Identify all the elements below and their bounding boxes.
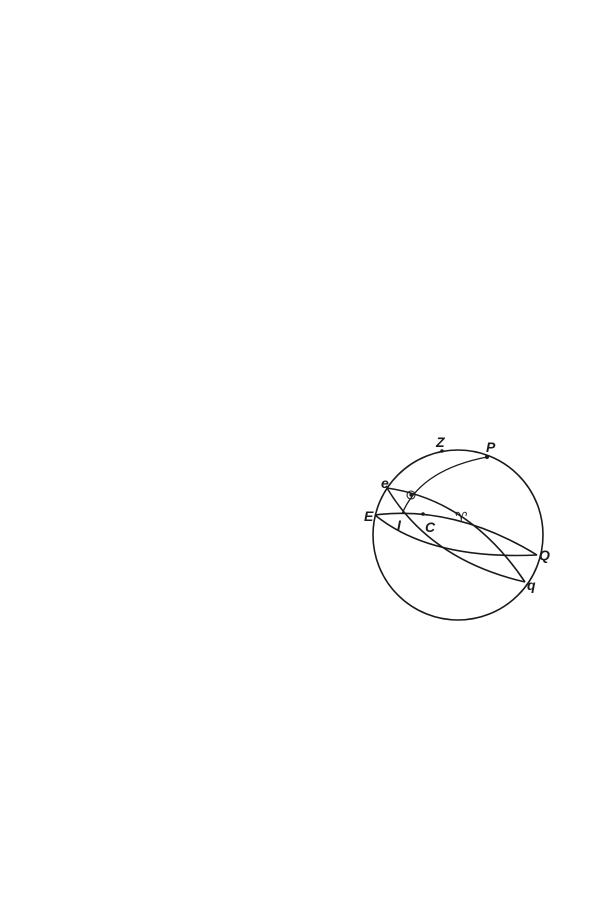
- label-z: Z: [436, 434, 445, 450]
- label-c: C: [425, 519, 436, 535]
- label-e: e: [381, 475, 389, 491]
- label-p: P: [486, 439, 496, 455]
- label-i: I: [397, 517, 401, 533]
- label-Q: Q: [539, 547, 550, 563]
- label-aries: ♈: [455, 509, 468, 525]
- celestial-sphere-diagram: [350, 425, 600, 640]
- label-q: q: [527, 577, 536, 593]
- label-E: E: [364, 508, 374, 524]
- celestial-sphere-circle: [373, 450, 543, 620]
